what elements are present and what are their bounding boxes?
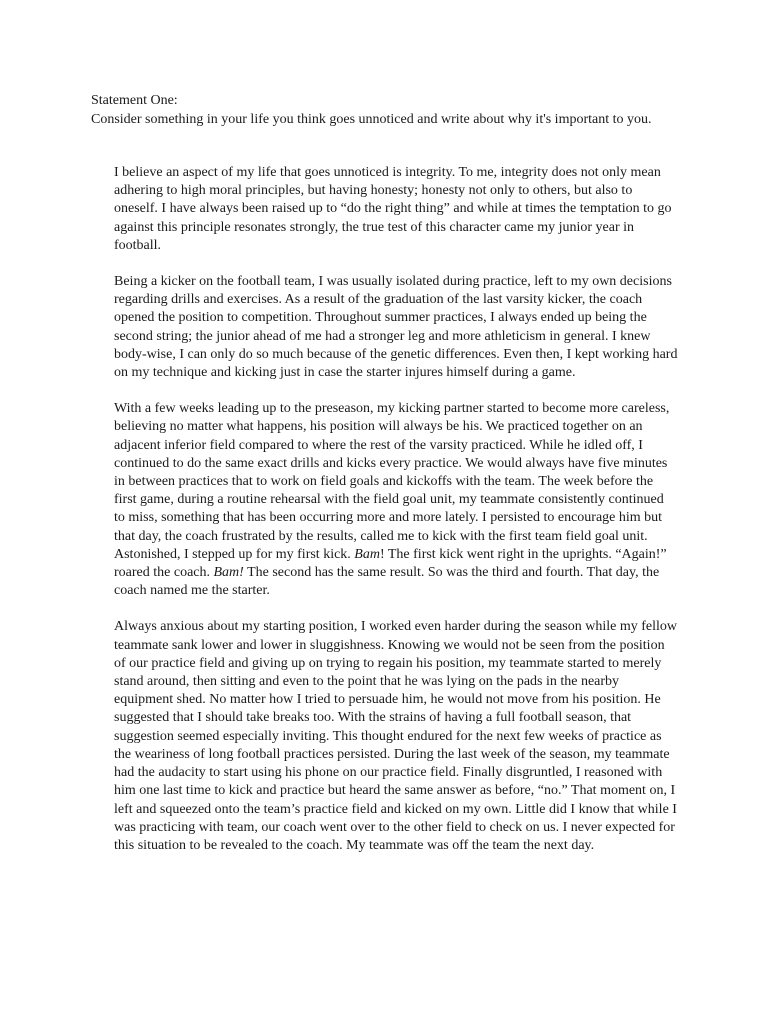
essay-body — [114, 164, 678, 855]
paragraph-3-emphasis-2: Bam! — [213, 565, 244, 581]
paragraph-3-text-c: The second has the same result. So was the third and fourth. That day, the coach named me the starter. — [114, 565, 660, 599]
statement-prompt: Consider something in your life you think goes unnoticed and write about why it's important to you. — [91, 111, 652, 127]
paragraph-3-text-b: ! The first kick went right in the uprights. “Again!” roared the coach. — [114, 546, 667, 581]
essay-paragraph-4: Always anxious about my starting position, I worked even harder during the season while my fellow teammate sank lower and lower in sluggishness. Knowing we would not be seen from the position of our practice field and giving up on trying to regain his position, my teammate started to merely stand around, then sitting and even to the point that he was lying on the pads in the nearby equipment shed. No matter how I tried to persuade him, he would not move from his position. He suggested that I should take breaks too. With the strains of having a full football season, that suggestion seemed especially inviting. This thought endured for the next few weeks of practice as the weariness of long football practices persisted. During the last week of the season, my teammate had the audacity to start using his phone on our practice field. Finally disgruntled, I reasoned with him one last time to kick and practice but heard the same answer as before, “no.” That moment on, I left and squeezed onto the team’s practice field and kicked on my own. Little did I know that while I was practicing with team, our coach went over to the other field to check on us. I never expected for this situation to be revealed to the coach. My teammate was off the team the next day. — [114, 619, 677, 853]
paragraph-3-emphasis-1: Bam — [354, 546, 380, 562]
statement-header — [91, 92, 671, 129]
essay-paragraph-2: Being a kicker on the football team, I was usually isolated during practice, left to my own decisions regarding drills and exercises. As a result of the graduation of the last varsity kicker, the coach opened the position to competition. Throughout summer practices, I always ended up being the second string; the junior ahead of me had a stronger leg and more athleticism in general. I knew body-wise, I can only do so much because of the genetic differences. Even then, I kept working hard on my technique and kicking just in case the starter injures himself during a game. — [114, 274, 678, 381]
essay-paragraph-3 — [114, 400, 678, 600]
essay-paragraph-1: I believe an aspect of my life that goes unnoticed is integrity. To me, integrity does not only mean adhering to high moral principles, but having honesty; honesty not only to others, but also to oneself. I have always been raised up to “do the right thing” and while at times the temptation to go against this principle resonates strongly, the true test of this character came my junior year in football. — [114, 165, 672, 253]
statement-label: Statement One: — [91, 93, 178, 108]
paragraph-3-text-a: With a few weeks leading up to the preseason, my kicking partner started to become more careless, believing no matter what happens, his position will always be his. We practiced together on an adjacent inferior field compared to where the rest of the varsity practiced. While he idled off, I continued to do the same exact drills and kicks every practice. We would always have five minutes in between practices that to work on field goals and kickoffs with the team. The week before the first game, during a routine rehearsal with the field goal unit, my teammate consistently continued to miss, something that has been occurring more and more lately. I persisted to encourage him but that day, the coach frustrated by the results, called me to kick with the first team field goal unit. Astonished, I stepped up for my first kick. — [114, 401, 670, 562]
